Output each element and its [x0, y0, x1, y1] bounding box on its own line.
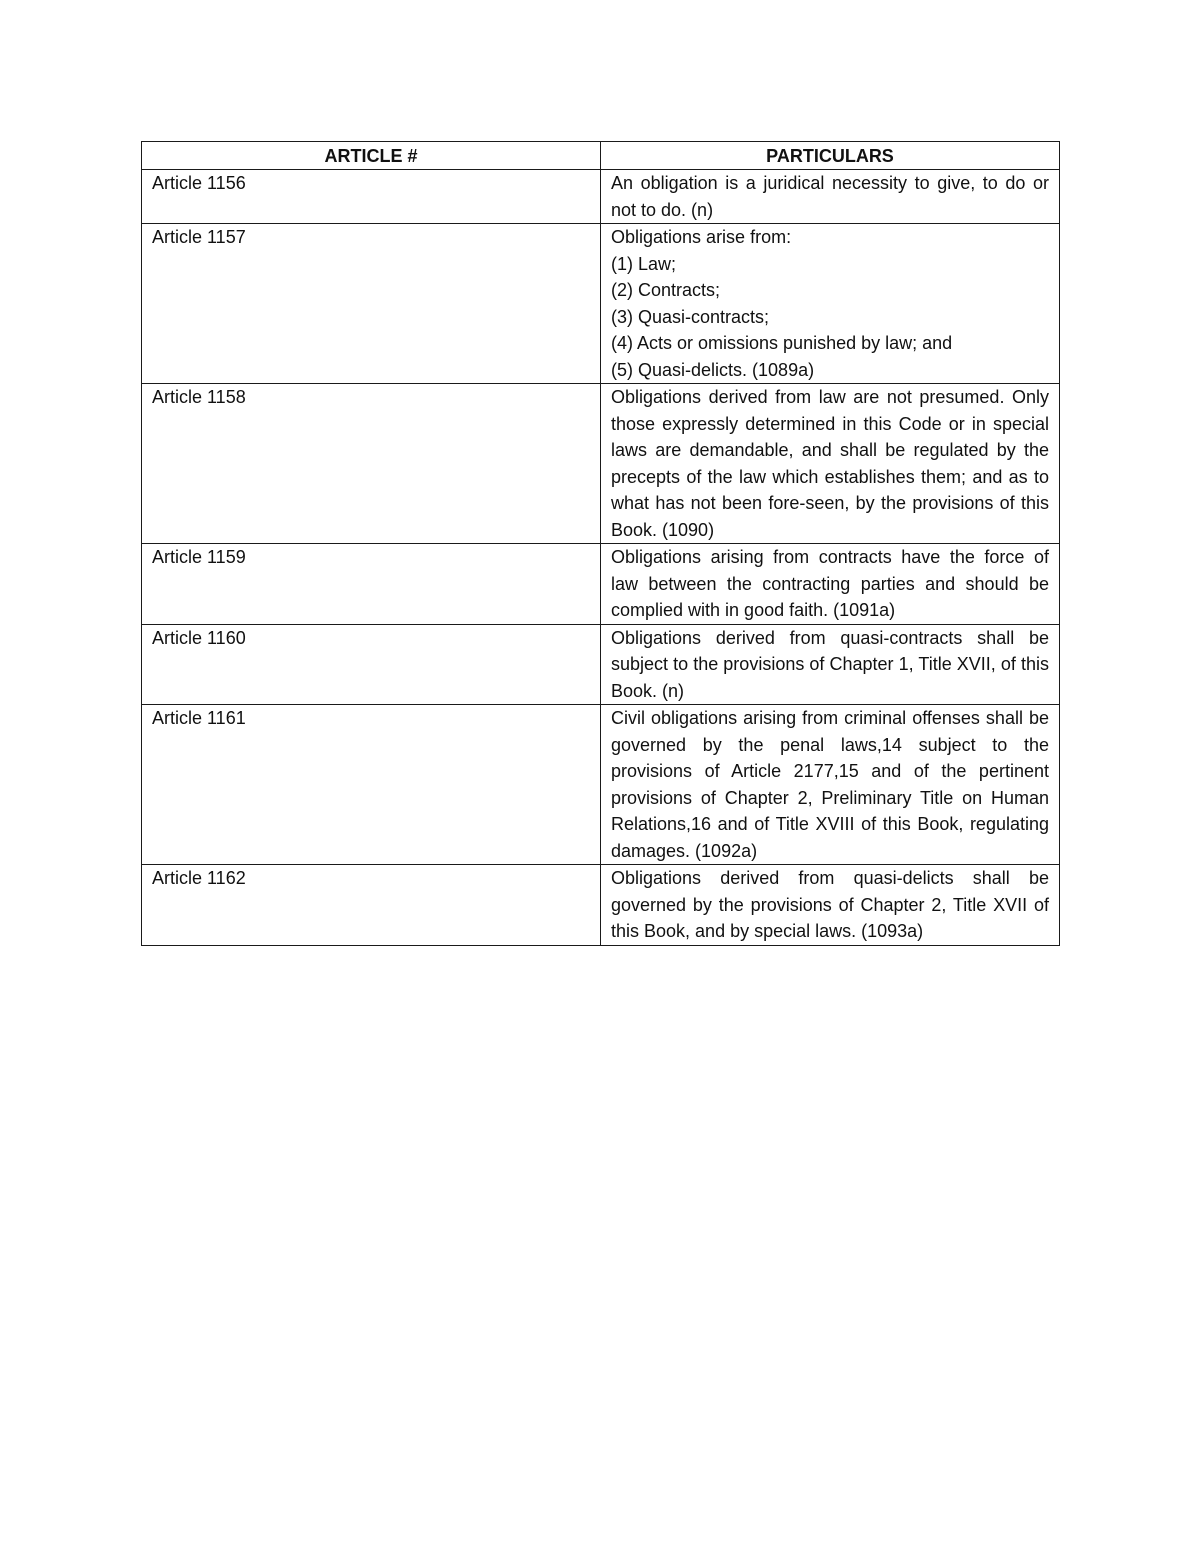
particulars-text: An obligation is a juridical necessity to give, to do or not to do. (n) [611, 173, 1049, 220]
table-row [142, 865, 1060, 946]
particulars-line: Obligations arise from: [611, 227, 792, 247]
header-particulars: PARTICULARS [601, 142, 1060, 170]
article-number: Article 1161 [142, 705, 601, 865]
particulars-text: Obligations arising from contracts have the force of law between the contracting parties and should be complied with in good faith. (1091a) [611, 547, 1049, 620]
particulars-line: (2) Contracts; [611, 280, 721, 300]
article-particulars [601, 624, 1060, 705]
particulars-text: Obligations derived from quasi-delicts shall be governed by the provisions of Chapter 2, Title XVII of this Book, and by special laws. (1093a) [611, 868, 1049, 941]
table-row [142, 224, 1060, 384]
article-number: Article 1156 [142, 170, 601, 224]
article-particulars [601, 170, 1060, 224]
particulars-line: (4) Acts or omissions punished by law; and [611, 333, 953, 353]
header-article-number: ARTICLE # [142, 142, 601, 170]
particulars-line: (3) Quasi-contracts; [611, 306, 770, 327]
article-particulars [601, 224, 1060, 384]
particulars-text: Obligations derived from quasi-contracts shall be subject to the provisions of Chapter 1, Title XVII, of this Book. (n) [611, 627, 1049, 701]
article-particulars [601, 544, 1060, 625]
table-row [142, 544, 1060, 625]
table-row [142, 170, 1060, 224]
article-number: Article 1162 [142, 865, 601, 946]
header-row [142, 142, 1060, 170]
article-number: Article 1157 [142, 224, 601, 384]
table-row [142, 705, 1060, 865]
article-number: Article 1158 [142, 384, 601, 544]
table-row [142, 384, 1060, 544]
table-row [142, 624, 1060, 705]
article-number: Article 1160 [142, 624, 601, 705]
particulars-line: (1) Law; [611, 253, 677, 274]
article-particulars [601, 865, 1060, 946]
particulars-text: Civil obligations arising from criminal offenses shall be governed by the penal laws,14 subject to the provisions of Article 2177,15 and of the pertinent provisions of Chapter 2, Preliminary Title on Human Relations,16 and of Title XVIII of this Book, regulating damages. (1092a) [611, 708, 1049, 861]
article-number: Article 1159 [142, 544, 601, 625]
particulars-text: Obligations derived from law are not presumed. Only those expressly determined in this Code or in special laws are demandable, and shall be regulated by the precepts of the law which establishes them; and as to what has not been fore-seen, by the provisions of this Book. (1090) [611, 387, 1049, 540]
particulars-line: (5) Quasi-delicts. (1089a) [611, 359, 815, 380]
article-particulars [601, 705, 1060, 865]
articles-table [141, 141, 1060, 946]
article-particulars [601, 384, 1060, 544]
